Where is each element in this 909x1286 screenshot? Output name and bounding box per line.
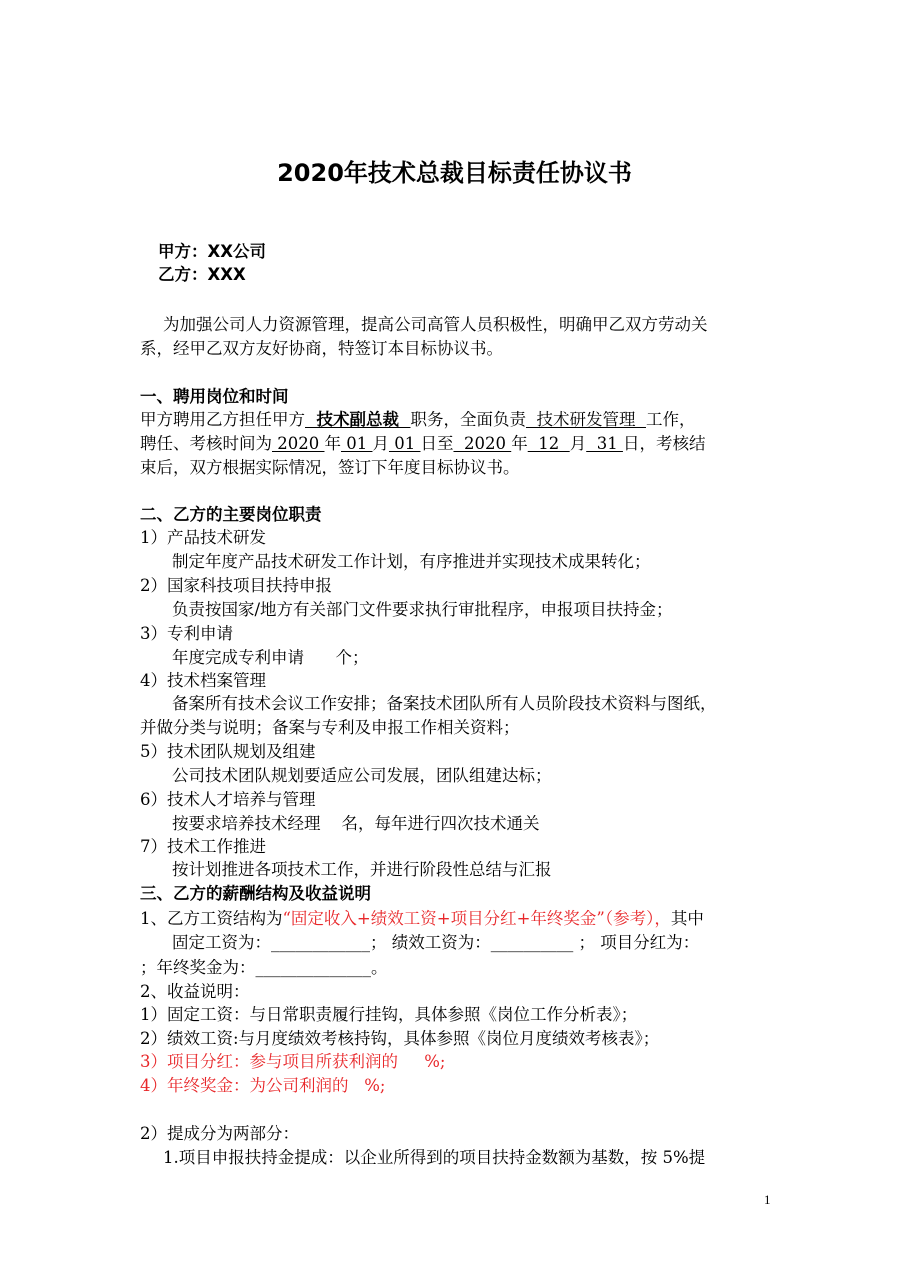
income-item: 1）固定工资：与日常职责履行挂钩，具体参照《岗位工作分析表》； xyxy=(140,1005,638,1024)
intro-line-2: 系，经甲乙双方友好协商，特签订本目标协议书。 xyxy=(140,339,503,358)
duty-desc: 年度完成专利申请 个； xyxy=(172,648,369,667)
duty-title: 5）技术团队规划及组建 xyxy=(140,742,316,761)
end-year: 2020 xyxy=(453,434,512,453)
section1-line-3: 束后，双方根据实际情况，签订下年度目标协议书。 xyxy=(140,458,520,477)
s1-year-2: 年 xyxy=(511,434,528,453)
duty-desc: 按计划推进各项技术工作，并进行阶段性总结与汇报 xyxy=(172,860,552,879)
duty-title: 7）技术工作推进 xyxy=(140,837,266,856)
duty-desc: 制定年度产品技术研发工作计划，有序推进并实现技术成果转化； xyxy=(172,552,651,571)
scope-field: 技术研发管理 xyxy=(525,410,646,429)
s1-term-label: 聘任、考核时间为 xyxy=(140,434,272,453)
duty-desc: 按要求培养技术经理 名，每年进行四次技术通关 xyxy=(172,814,540,833)
s3-text-b: 其中 xyxy=(670,909,704,928)
duty-desc: 负责按国家/地方有关部门文件要求执行审批程序，申报项目扶持金； xyxy=(172,600,673,619)
page-title: 2020年技术总裁目标责任协议书 xyxy=(277,159,632,187)
s1-text-c: 工作， xyxy=(645,410,696,429)
duty-desc: 备案所有技术会议工作安排；备案技术团队所有人员阶段技术资料与图纸， xyxy=(172,694,717,713)
duty-title: 6）技术人才培养与管理 xyxy=(140,790,316,809)
salary-fields-line: 固定工资为：____________； 绩效工资为：__________ ； 项目分红为： xyxy=(172,933,700,952)
s1-month-2: 月 xyxy=(569,434,587,453)
income-item-project-share: 3）项目分红：参与项目所获利润的 %; xyxy=(140,1052,446,1071)
income-heading: 2、收益说明： xyxy=(140,982,250,1001)
intro-line-1: 为加强公司人力资源管理，提高公司高管人员积极性，明确甲乙双方劳动关 xyxy=(163,315,708,334)
income-item-year-end-bonus: 4）年终奖金：为公司利润的 %; xyxy=(140,1076,386,1095)
page-number: 1 xyxy=(764,1192,771,1207)
section1-heading: 一、聘用岗位和时间 xyxy=(140,387,289,406)
start-month: 01 xyxy=(340,434,373,453)
duty-desc-cont: 并做分类与说明；备案与专利及申报工作相关资料； xyxy=(140,718,520,737)
section1-line-1 xyxy=(140,408,695,431)
s1-year-1: 年 xyxy=(324,434,341,453)
s1-day-2: 日，考核结 xyxy=(622,434,706,453)
s1-month-1: 月 xyxy=(372,434,389,453)
end-month: 12 xyxy=(527,434,570,453)
salary-structure-highlight: “固定收入+绩效工资+项目分红+年终奖金”（参考）， xyxy=(282,909,671,928)
party-a: 甲方：XX公司 xyxy=(158,242,266,261)
salary-structure-line xyxy=(140,907,704,930)
s3-text-a: 1、乙方工资结构为 xyxy=(140,909,283,928)
party-b: 乙方：XXX xyxy=(158,265,246,284)
section2-heading: 二、乙方的主要岗位职责 xyxy=(140,505,322,524)
duty-desc: 公司技术团队规划要适应公司发展，团队组建达标； xyxy=(172,766,552,785)
start-day: 01 xyxy=(388,434,421,453)
start-year: 2020 xyxy=(272,434,325,453)
end-day: 31 xyxy=(586,434,623,453)
income-item: 2）绩效工资:与月度绩效考核持钩，具体参照《岗位月度绩效考核表》； xyxy=(140,1029,660,1048)
position-field: 技术副总裁 xyxy=(305,410,411,429)
section1-line-2 xyxy=(140,432,705,455)
commission-heading: 2）提成分为两部分： xyxy=(140,1124,299,1143)
s1-text-a: 甲方聘用乙方担任甲方 xyxy=(140,410,305,429)
s1-day-1: 日至 xyxy=(420,434,454,453)
commission-item: 1.项目申报扶持金提成：以企业所得到的项目扶持金数额为基数，按 5%提 xyxy=(163,1148,706,1167)
s1-text-b: 职务，全面负责 xyxy=(410,410,526,429)
duty-title: 3）专利申请 xyxy=(140,624,233,643)
duty-title: 2）国家科技项目扶持申报 xyxy=(140,576,332,595)
duty-title: 1）产品技术研发 xyxy=(140,528,266,547)
duty-title: 4）技术档案管理 xyxy=(140,671,266,690)
bonus-field-line: ；年终奖金为：______________。 xyxy=(140,958,388,977)
section3-heading: 三、乙方的薪酬结构及收益说明 xyxy=(140,884,371,903)
